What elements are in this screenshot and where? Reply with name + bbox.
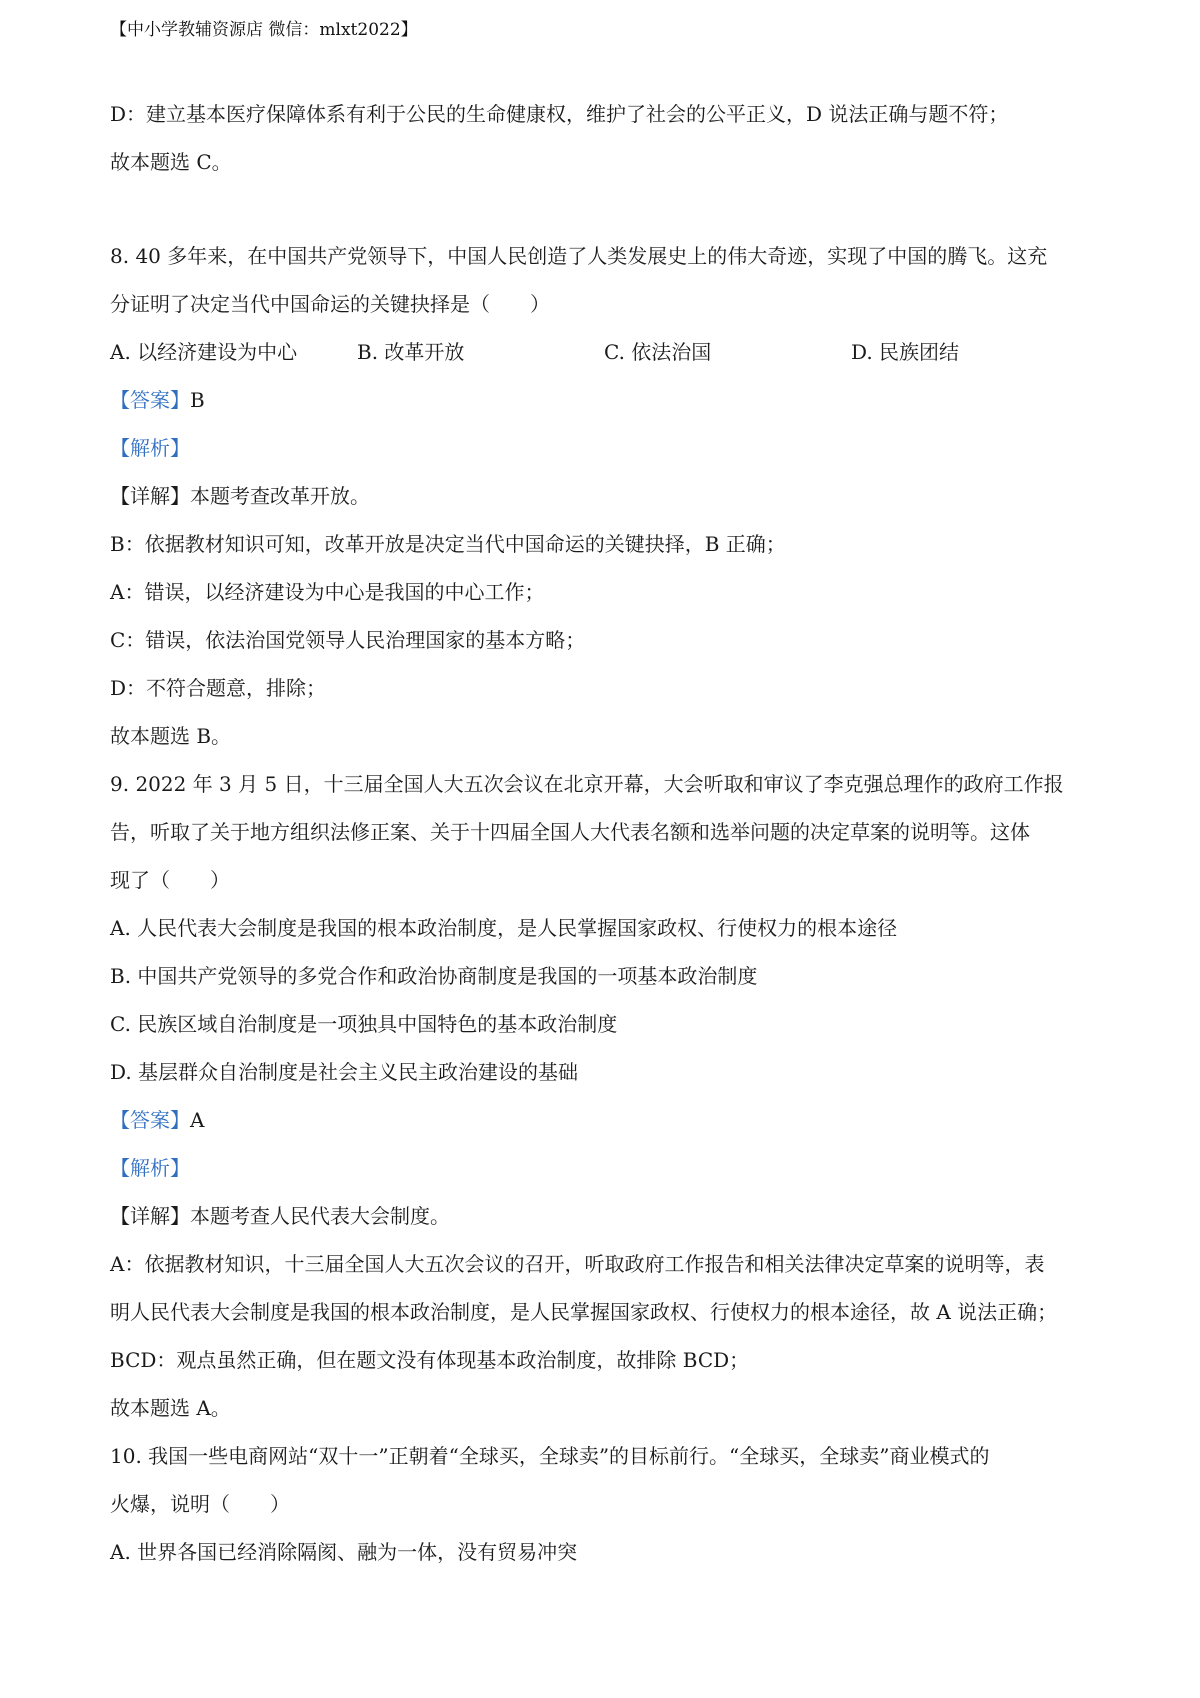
- q9-option-d: D. 基层群众自治制度是社会主义民主政治建设的基础: [110, 1060, 579, 1084]
- q9-explanation-line: BCD：观点虽然正确，但在题文没有体现基本政治制度，故排除 BCD；: [110, 1348, 750, 1372]
- q9-analysis-tag: 【解析】: [110, 1156, 190, 1180]
- q7-conclusion: 故本题选 C。: [110, 150, 232, 174]
- q10-stem-line-2: 火爆，说明（ ）: [110, 1492, 290, 1516]
- answer-value: B: [190, 388, 205, 412]
- q8-explanation-line: D：不符合题意，排除；: [110, 676, 327, 700]
- q9-stem-line-3: 现了（ ）: [110, 868, 230, 892]
- q8-detail: 【详解】本题考查改革开放。: [110, 484, 370, 508]
- q9-conclusion: 故本题选 A。: [110, 1396, 231, 1420]
- q8-explanation-line: B：依据教材知识可知，改革开放是决定当代中国命运的关键抉择，B 正确；: [110, 532, 786, 556]
- q8-answer: [110, 386, 205, 414]
- q8-conclusion: 故本题选 B。: [110, 724, 232, 748]
- q9-detail: 【详解】本题考查人民代表大会制度。: [110, 1204, 450, 1228]
- q8-stem-line-1: 8. 40 多年来，在中国共产党领导下，中国人民创造了人类发展史上的伟大奇迹，实现了中国的腾飞。这充: [110, 244, 1048, 268]
- q9-stem-line-1: 9. 2022 年 3 月 5 日，十三届全国人大五次会议在北京开幕，大会听取和审议了李克强总理作的政府工作报: [110, 772, 1064, 796]
- q9-option-b: B. 中国共产党领导的多党合作和政治协商制度是我国的一项基本政治制度: [110, 964, 758, 988]
- q10-stem-line-1: 10. 我国一些电商网站“双十一”正朝着“全球买，全球卖”的目标前行。“全球买，全球卖”商业模式的: [110, 1444, 990, 1468]
- q10-option-a: A. 世界各国已经消除隔阂、融为一体，没有贸易冲突: [110, 1540, 578, 1564]
- q8-option-d: D. 民族团结: [851, 340, 960, 364]
- q8-stem-line-2: 分证明了决定当代中国命运的关键抉择是（ ）: [110, 292, 550, 316]
- answer-tag: 【答案】: [110, 1108, 190, 1132]
- q7-option-d-explanation: D：建立基本医疗保障体系有利于公民的生命健康权，维护了社会的公平正义，D 说法正确与题不符；: [110, 102, 1009, 126]
- q8-analysis-tag: 【解析】: [110, 436, 190, 460]
- q9-option-c: C. 民族区域自治制度是一项独具中国特色的基本政治制度: [110, 1012, 618, 1036]
- q9-explanation-line: A：依据教材知识，十三届全国人大五次会议的召开，听取政府工作报告和相关法律决定草案的说明等，表: [110, 1252, 1045, 1276]
- q9-answer: [110, 1106, 204, 1134]
- answer-value: A: [190, 1108, 205, 1132]
- q9-option-a: A. 人民代表大会制度是我国的根本政治制度，是人民掌握国家政权、行使权力的根本途径: [110, 916, 898, 940]
- answer-tag: 【答案】: [110, 388, 190, 412]
- q8-option-b: B. 改革开放: [357, 340, 465, 364]
- q8-option-a: A. 以经济建设为中心: [110, 340, 298, 364]
- q8-explanation-line: C：错误，依法治国党领导人民治理国家的基本方略；: [110, 628, 586, 652]
- q9-stem-line-2: 告，听取了关于地方组织法修正案、关于十四届全国人大代表名额和选举问题的决定草案的说明等。这体: [110, 820, 1030, 844]
- q8-explanation-line: A：错误，以经济建设为中心是我国的中心工作；: [110, 580, 545, 604]
- q9-explanation-line: 明人民代表大会制度是我国的根本政治制度，是人民掌握国家政权、行使权力的根本途径，故 A 说法正确；: [110, 1300, 1058, 1324]
- q8-option-c: C. 依法治国: [604, 340, 712, 364]
- page-header-watermark: 【中小学教辅资源店 微信：mlxt2022】: [110, 20, 418, 40]
